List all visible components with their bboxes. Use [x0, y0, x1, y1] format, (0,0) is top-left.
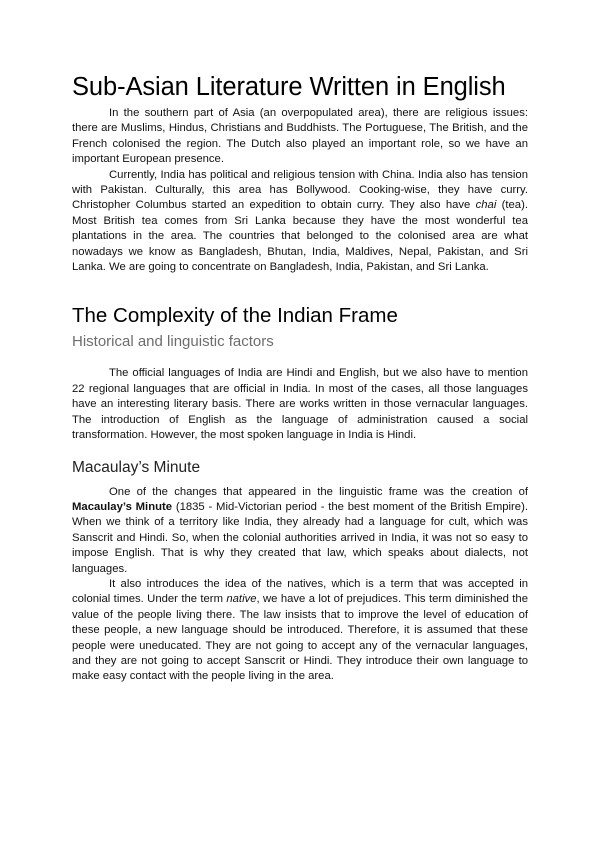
text-run: , we have a lot of prejudices. This term diminished the value of the people living there. The law insists that to improve the level of education of these people, a new language should be introduced. Therefore, it is assumed that these people were uneducated. They are not going to accept any of the vernacular languages, and they are not going to accept Sanscrit or Hindi. They introduce their own language to make easy contact with the people living in the area.	[72, 593, 528, 683]
section-paragraph: The official languages of India are Hindi and English, but we also have to mention 22 regional languages that are official in India. In most of the cases, all those languages have an interesting literary basis. There are works written in those vernacular languages. The introduction of English as the language of administration caused a social transformation. However, the most spoken language in India is Hindi.	[72, 367, 528, 442]
subsection-paragraph-1	[72, 485, 528, 577]
italic-term-native: native	[226, 593, 257, 606]
bold-term-macaulays-minute: Macaulay’s Minute	[72, 500, 173, 513]
page-title: Sub-Asian Literature Written in English	[72, 73, 506, 101]
section-subtitle: Historical and linguistic factors	[72, 333, 274, 351]
text-run: One of the changes that appeared in the linguistic frame was the creation of	[109, 485, 528, 498]
text-run: (1835 - Mid-Victorian period - the best moment of the British Empire). When we think of a territory like India, they already had a language for cult, which was Sanscrit and Hindi. So, when the colonial authorities arrived in India, it was not so easy to impose English. That is why they created that law, which speaks about dialects, not languages.	[72, 500, 528, 575]
intro-paragraph-2	[72, 168, 528, 276]
subsection-paragraph-2	[72, 577, 528, 685]
text-run: (tea). Most British tea comes from Sri Lanka because they have the most wonderful tea plantations in the area. The countries that belonged to the colonised area are what nowadays we know as Bangladesh, Bhutan, India, Maldives, Nepal, Pakistan, and Sri Lanka. We are going to concentrate on Bangladesh, India, Pakistan, and Sri Lanka.	[72, 199, 528, 274]
subsection-heading: Macaulay’s Minute	[72, 458, 201, 476]
italic-term-chai: chai	[475, 199, 497, 212]
text-run: It also introduces the idea of the natives, which is a term that was accepted in colonial times. Under the term	[72, 577, 528, 606]
intro-paragraph-1: In the southern part of Asia (an overpopulated area), there are religious issues: there are Muslims, Hindus, Christians and Buddhists. The Portuguese, The British, and the French colonised the region. The Dutch also played an important role, so we have an important European presence.	[72, 107, 528, 166]
section-heading: The Complexity of the Indian Frame	[72, 304, 398, 328]
text-run: Currently, India has political and religious tension with China. India also has tension with Pakistan. Culturally, this area has Bollywood. Cooking-wise, they have curry. Christopher Columbus started an expedition to obtain curry. They also have	[72, 168, 528, 212]
